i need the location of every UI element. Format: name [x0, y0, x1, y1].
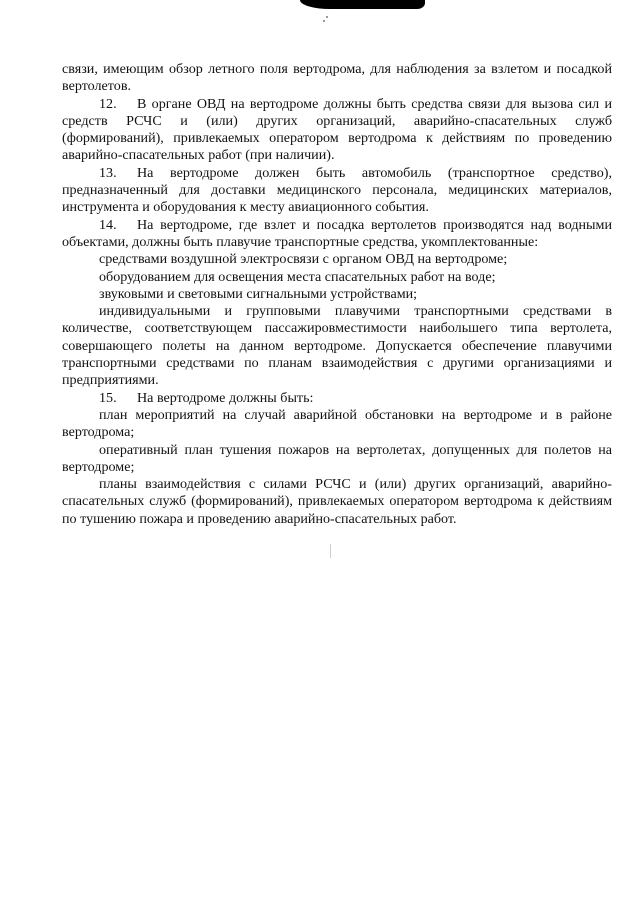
- paragraph-text: На вертодроме должен быть автомобиль (транспортное средство), предназначенный для доставки медицинского персонала, медицинских материалов, инструмента и оборудования к месту авиационного события.: [62, 164, 612, 216]
- paragraph-text: В органе ОВД на вертодроме должны быть средства связи для вызова сил и средств РСЧС и (или) других организаций, аварийно-спасательных служб (формирований), привлекаемых оператором вертодрома к действиям по проведению аварийно-спасательных работ (при наличии).: [62, 95, 612, 164]
- list-item: [62, 442, 612, 477]
- scan-artifact: [300, 0, 425, 9]
- list-item-text: план мероприятий на случай аварийной обстановки на вертодроме и в районе вертодрома;: [62, 406, 612, 441]
- paragraph-text: На вертодроме должны быть:: [137, 389, 314, 406]
- list-item: [62, 407, 612, 442]
- paragraph-number: 12.: [99, 95, 117, 112]
- list-item: [62, 286, 612, 303]
- paragraph-continuation: [62, 61, 612, 96]
- list-item-text: средствами воздушной электросвязи с органом ОВД на вертодроме;: [99, 251, 508, 268]
- list-item: [62, 303, 612, 389]
- paragraph-text: На вертодроме, где взлет и посадка вертолетов производятся над водными объектами, должны быть плавучие транспортные средства, укомплектованные:: [62, 216, 612, 250]
- paragraph-number: 13.: [99, 164, 117, 181]
- scan-speck: [326, 16, 328, 18]
- list-item: [62, 251, 612, 268]
- scan-speck: [323, 20, 325, 22]
- list-item-text: индивидуальными и групповыми плавучими транспортными средствами в количестве, соответствующем пассажировместимости наибольшего типа вертолета, совершающего полеты на данном вертодроме. Допускается обеспечение плавучими транспортными средствами по планам взаимодействия с другими организациями и предприятиями.: [62, 303, 612, 389]
- paragraph-15: [62, 390, 612, 407]
- list-item-text: оперативный план тушения пожаров на вертолетах, допущенных для полетов на вертодроме;: [62, 441, 612, 475]
- paragraph-text: связи, имеющим обзор летного поля вертодрома, для наблюдения за взлетом и посадкой вертолетов.: [62, 61, 612, 95]
- paragraph-14: [62, 217, 612, 252]
- document-body: [62, 61, 612, 528]
- list-item-text: звуковыми и световыми сигнальными устройствами;: [99, 285, 418, 302]
- paragraph-number: 14.: [99, 216, 117, 233]
- list-item: [62, 476, 612, 528]
- paragraph-13: [62, 165, 612, 217]
- list-item: [62, 269, 612, 286]
- list-item-text: оборудованием для освещения места спасательных работ на воде;: [99, 268, 496, 285]
- scan-artifact-line: [330, 544, 331, 558]
- list-item-text: планы взаимодействия с силами РСЧС и (или) других организаций, аварийно-спасательных служб (формирований), привлекаемых оператором вертодрома к действиям по тушению пожара и проведению аварийно-спасательных работ.: [62, 476, 612, 527]
- paragraph-12: [62, 96, 612, 165]
- paragraph-number: 15.: [99, 389, 117, 406]
